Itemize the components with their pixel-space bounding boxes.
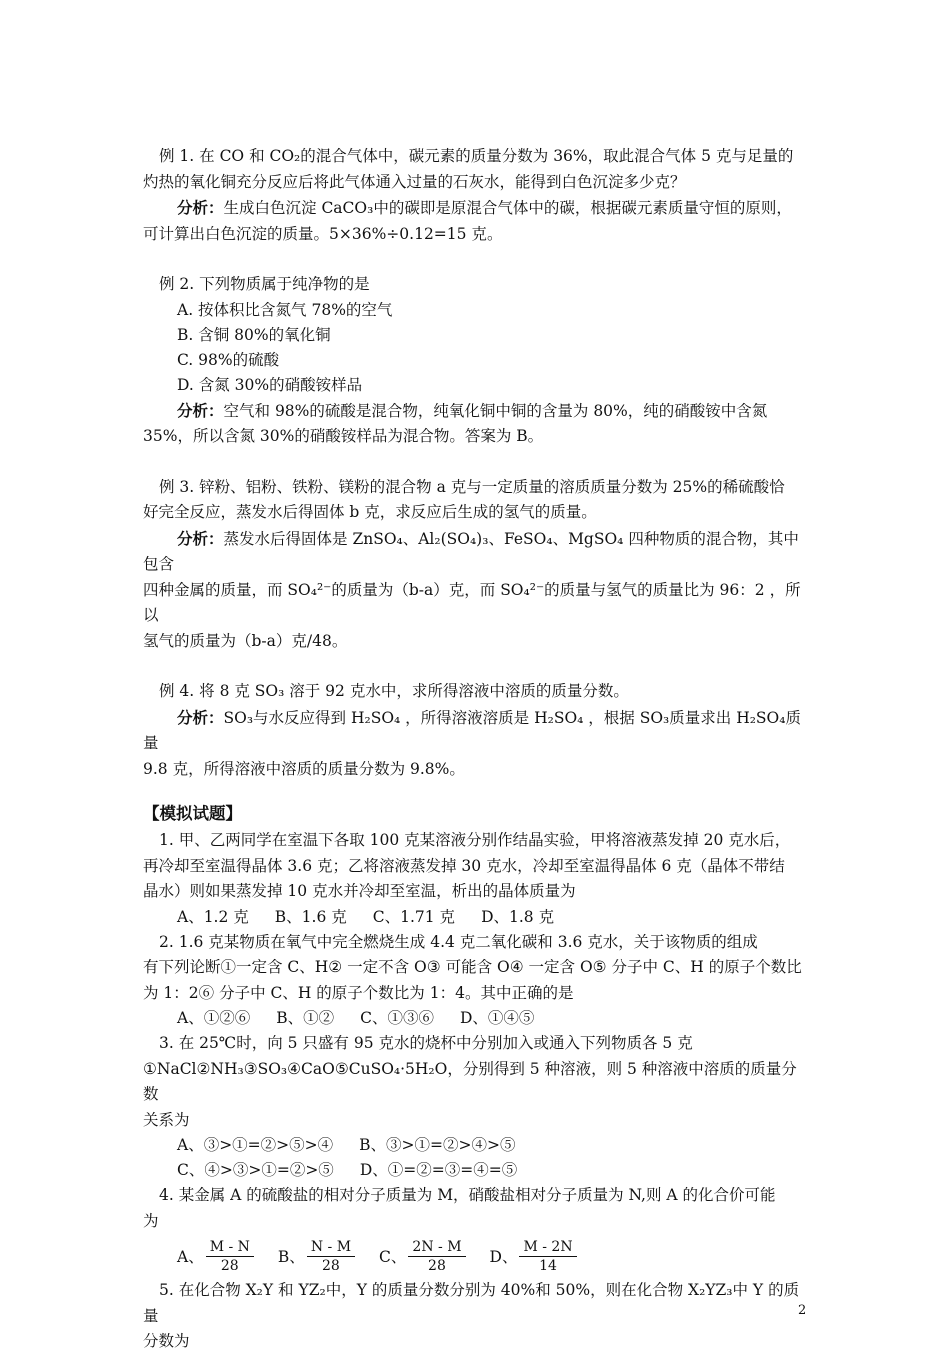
analysis-text: 空气和 98%的硫酸是混合物，纯氧化铜中铜的含量为 80%，纯的硝酸铵中含氮 bbox=[223, 401, 768, 420]
choice-a: A、①②⑥ bbox=[177, 1009, 251, 1027]
fraction-denominator: 28 bbox=[220, 1257, 239, 1274]
choice-row bbox=[143, 1158, 811, 1183]
question-text-line: 4. 某金属 A 的硫酸盐的相对分子质量为 M，硝酸盐相对分子质量为 N,则 A 的化合价可能 bbox=[159, 1186, 776, 1204]
choice-row bbox=[143, 1006, 811, 1031]
choice-d: D、①=②=③=④=⑤ bbox=[359, 1161, 518, 1179]
example-1 bbox=[143, 144, 811, 247]
analysis-text: 蒸发水后得固体是 ZnSO₄、Al₂(SO₄)₃、FeSO₄、MgSO₄ 四种物质的混合物，其中包含 bbox=[143, 529, 799, 573]
example-text-line: 例 3. 锌粉、铝粉、铁粉、镁粉的混合物 a 克与一定质量的溶质质量分数为 25%的稀硫酸恰 bbox=[159, 477, 785, 496]
choice-c: C、1.71 克 bbox=[372, 907, 456, 926]
question-text-line: 1. 甲、乙两同学在室温下各取 100 克某溶液分别作结晶实验，甲将溶液蒸发掉 20 克水后， bbox=[159, 831, 791, 849]
analysis-text: 生成白色沉淀 CaCO₃中的碳即是原混合气体中的碳，根据碳元素质量守恒的原则， bbox=[223, 199, 792, 217]
choice-label: C、 bbox=[379, 1248, 407, 1266]
choice-c bbox=[379, 1238, 466, 1275]
analysis-line bbox=[143, 526, 811, 578]
analysis-line bbox=[143, 398, 811, 425]
choice-b: B、1.6 克 bbox=[274, 907, 347, 926]
analysis-text: 四种金属的质量，而 SO₄²⁻的质量为（b-a）克，而 SO₄²⁻的质量与氢气的质量比为 96：2 ，所以 bbox=[143, 580, 801, 624]
question-text-line: 再冷却至室温得晶体 3.6 克；乙将溶液蒸发掉 30 克水，冷却至室温得晶体 6 克（晶体不带结 bbox=[143, 856, 785, 875]
fraction-numerator: N - M bbox=[307, 1238, 355, 1257]
choice-label: B、 bbox=[277, 1248, 305, 1266]
question-1 bbox=[143, 828, 811, 930]
example-4 bbox=[143, 679, 811, 782]
choice-d: D、①④⑤ bbox=[459, 1009, 535, 1027]
choice-row bbox=[143, 1133, 811, 1158]
example-3 bbox=[143, 475, 811, 655]
choice-c: C、①③⑥ bbox=[360, 1009, 434, 1027]
fraction bbox=[408, 1238, 465, 1275]
option-a: A. 按体积比含氮气 78%的空气 bbox=[177, 300, 393, 319]
question-text-line: ①NaCl②NH₃③SO₃④CaO⑤CuSO₄·5H₂O，分别得到 5 种溶液，则 5 种溶液中溶质的质量分数 bbox=[143, 1059, 797, 1103]
choice-a: A、1.2 克 bbox=[177, 907, 249, 926]
fraction-denominator: 14 bbox=[539, 1257, 557, 1274]
option-b: B. 含铜 80%的氧化铜 bbox=[177, 325, 331, 344]
question-text-line: 有下列论断①一定含 C、H② 一定不含 O③ 可能含 O④ 一定含 O⑤ 分子中 C、H 的原子个数比 bbox=[143, 958, 802, 976]
analysis-line bbox=[143, 705, 811, 757]
question-3 bbox=[143, 1031, 811, 1183]
fraction-choices bbox=[143, 1234, 811, 1278]
analysis-label: 分析： bbox=[177, 400, 224, 420]
option-d: D. 含氮 30%的硝酸铵样品 bbox=[177, 375, 363, 394]
choice-a bbox=[177, 1238, 254, 1275]
choice-label: D、 bbox=[489, 1248, 518, 1266]
fraction-denominator: 28 bbox=[322, 1257, 340, 1274]
question-text-line: 5. 在化合物 X₂Y 和 YZ₂中，Y 的质量分数分别为 40%和 50%，则在化合物 X₂YZ₃中 Y 的质量 bbox=[143, 1281, 800, 1325]
question-text-line: 为 1：2⑥ 分子中 C、H 的原子个数比为 1：4。其中正确的是 bbox=[143, 983, 574, 1002]
section-title: 【模拟试题】 bbox=[143, 804, 242, 823]
fraction bbox=[206, 1238, 254, 1275]
choice-c: C、④>③>①=②>⑤ bbox=[177, 1161, 334, 1179]
fraction bbox=[519, 1238, 576, 1275]
analysis-text: 可计算出白色沉淀的质量。5×36%÷0.12=15 克。 bbox=[143, 224, 503, 243]
choice-d bbox=[490, 1238, 577, 1275]
analysis-text: SO₃与水反应得到 H₂SO₄ ，所得溶液溶质是 H₂SO₄ ，根据 SO₃质量求出 H₂SO₄质量 bbox=[143, 708, 801, 752]
analysis-label: 分析： bbox=[177, 528, 224, 548]
question-5 bbox=[143, 1278, 811, 1355]
question-text-line: 3. 在 25℃时，向 5 只盛有 95 克水的烧杯中分别加入或通入下列物质各 5 克 bbox=[159, 1034, 693, 1052]
question-text-line: 关系为 bbox=[143, 1110, 190, 1129]
document-body bbox=[143, 144, 811, 1355]
fraction-numerator: M - 2N bbox=[519, 1238, 576, 1257]
fraction-denominator: 28 bbox=[428, 1257, 446, 1274]
analysis-label: 分析： bbox=[177, 198, 224, 217]
question-2 bbox=[143, 930, 811, 1032]
question-4 bbox=[143, 1183, 811, 1278]
choice-label: A、 bbox=[177, 1248, 204, 1266]
example-text-line: 例 2. 下列物质属于纯净物的是 bbox=[159, 275, 370, 293]
option-c: C. 98%的硫酸 bbox=[177, 350, 280, 369]
fraction-numerator: M - N bbox=[206, 1238, 254, 1257]
example-text-line: 好完全反应，蒸发水后得固体 b 克，求反应后生成的氢气的质量。 bbox=[143, 503, 597, 521]
analysis-label: 分析： bbox=[177, 707, 224, 727]
analysis-line bbox=[143, 195, 811, 222]
question-text-line: 2. 1.6 克某物质在氧气中完全燃烧生成 4.4 克二氧化碳和 3.6 克水，关于该物质的组成 bbox=[159, 932, 758, 951]
analysis-text: 35%，所以含氮 30%的硝酸铵样品为混合物。答案为 B。 bbox=[143, 427, 544, 445]
question-text-line: 晶水）则如果蒸发掉 10 克水并冷却至室温，析出的晶体质量为 bbox=[143, 882, 576, 900]
choice-b: B、①② bbox=[276, 1009, 335, 1027]
analysis-text: 9.8 克，所得溶液中溶质的质量分数为 9.8%。 bbox=[143, 759, 465, 778]
choice-row bbox=[143, 905, 811, 930]
choice-a: A、③>①=②>⑤>④ bbox=[177, 1136, 334, 1154]
analysis-text: 氢气的质量为（b-a）克/48。 bbox=[143, 631, 348, 650]
example-text-line: 灼热的氧化铜充分反应后将此气体通入过量的石灰水，能得到白色沉淀多少克？ bbox=[143, 172, 686, 191]
example-text-line: 例 1. 在 CO 和 CO₂的混合气体中，碳元素的质量分数为 36%，取此混合气体 5 克与足量的 bbox=[159, 147, 794, 165]
fraction bbox=[307, 1238, 355, 1275]
choice-d: D、1.8 克 bbox=[481, 907, 555, 926]
page-number: 2 bbox=[798, 1303, 807, 1318]
fraction-numerator: 2N - M bbox=[408, 1238, 465, 1257]
choice-b bbox=[278, 1238, 355, 1275]
question-text-line: 为 bbox=[143, 1211, 159, 1230]
question-text-line: 分数为 bbox=[143, 1332, 190, 1350]
example-text-line: 例 4. 将 8 克 SO₃ 溶于 92 克水中，求所得溶液中溶质的质量分数。 bbox=[159, 682, 629, 700]
example-2 bbox=[143, 272, 811, 450]
choice-b: B、③>①=②>④>⑤ bbox=[359, 1136, 516, 1154]
